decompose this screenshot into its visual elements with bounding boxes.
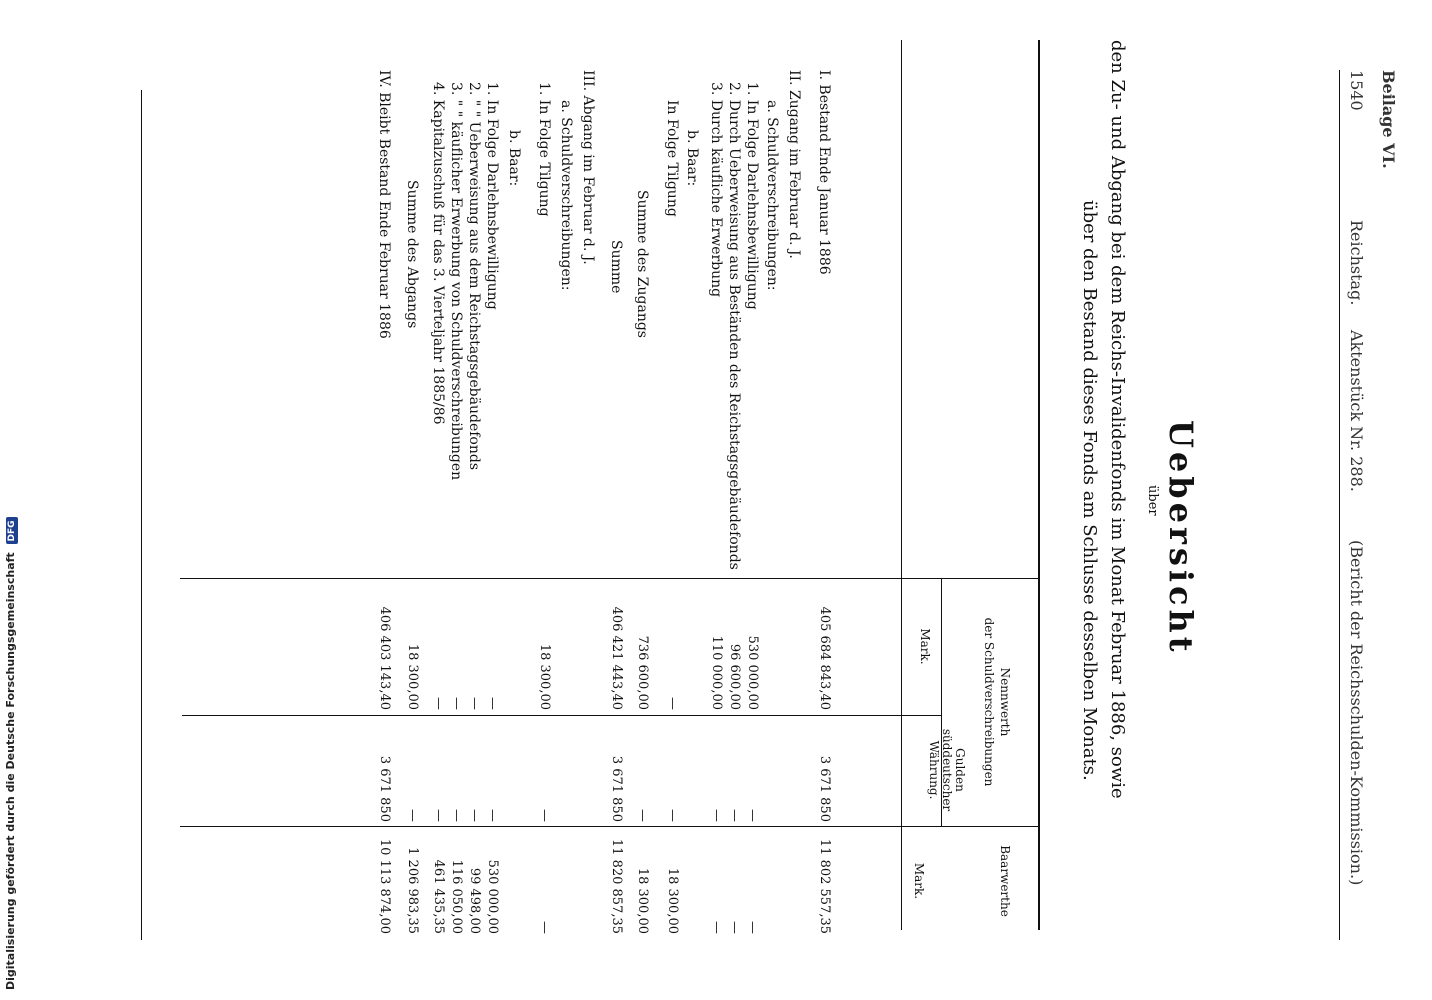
header-aktenstueck: Aktenstück Nr. 288. xyxy=(1347,330,1366,492)
row-label: In Folge Tilgung xyxy=(664,100,680,217)
cell-mark: — xyxy=(431,697,446,710)
cell-mark: 736 600,00 xyxy=(635,635,650,710)
row-label: a. Schuldverschreibungen: xyxy=(764,100,780,291)
credit-text: Digitalisierung gefördert durch die Deutsche Forschungsgemeinschaft xyxy=(4,552,17,990)
cell-baar: 116 050,00 xyxy=(449,859,464,934)
cell-gulden: — xyxy=(467,809,482,822)
cell-baar: 18 300,00 xyxy=(635,867,650,934)
cell-baar: 10 113 874,00 xyxy=(377,838,392,934)
cell-gulden: 3 671 850 xyxy=(377,755,392,822)
cell-mark: — xyxy=(467,697,482,710)
cell-mark: 406 421 443,40 xyxy=(609,606,624,710)
row-label: III. Abgang im Februar d. J. xyxy=(580,70,596,265)
cell-baar: 461 435,35 xyxy=(431,859,446,934)
cell-gulden: — xyxy=(405,809,420,822)
cell-mark: 405 684 843,40 xyxy=(817,606,832,710)
cell-mark: — xyxy=(449,697,464,710)
col-head-gulden: Gulden süddeutscher Währung. xyxy=(927,728,967,812)
page-number: 1540 xyxy=(1347,70,1366,111)
row-label: Summe des Zugangs xyxy=(634,190,650,338)
cell-baar: — xyxy=(727,921,742,934)
cell-baar: 530 000,00 xyxy=(485,859,500,934)
row-label: 3. " " käuflicher Erwerbung von Schuldverschreibungen xyxy=(448,82,464,481)
header-reichstag: Reichstag. xyxy=(1347,220,1366,306)
page-title: Uebersicht xyxy=(1162,420,1200,656)
cell-gulden: — xyxy=(727,809,742,822)
col-head-baar-mark: Mark. xyxy=(912,862,926,900)
col-head-schuld: der Schuldverschreibungen xyxy=(982,617,996,787)
col-rule-1 xyxy=(180,578,1040,579)
header-bericht: (Bericht der Reichsschulden-Kommission.) xyxy=(1347,540,1366,886)
cell-mark: — xyxy=(485,697,500,710)
cell-baar: 11 820 857,35 xyxy=(609,838,624,934)
col-head-nennwerth: Nennwerth xyxy=(998,667,1012,737)
cell-gulden: — xyxy=(745,809,760,822)
row-label: IV. Bleibt Bestand Ende Februar 1886 xyxy=(376,70,392,339)
dfg-logo: DFG xyxy=(6,517,18,544)
cell-mark: — xyxy=(665,697,680,710)
title-line2: über den Bestand dieses Fonds am Schlusse desselben Monats. xyxy=(1079,200,1100,781)
cell-gulden: — xyxy=(635,809,650,822)
cell-baar: 99 498,00 xyxy=(467,867,482,934)
row-label: I. Bestand Ende Januar 1886 xyxy=(816,70,832,275)
cell-mark: 406 403 143,40 xyxy=(377,606,392,710)
row-label: 1. In Folge Tilgung xyxy=(536,82,552,217)
cell-gulden: — xyxy=(537,809,552,822)
col-head-mark: Mark. xyxy=(918,628,932,665)
cell-gulden: — xyxy=(709,809,724,822)
cell-gulden: — xyxy=(485,809,500,822)
col-rule-3 xyxy=(180,826,1040,827)
row-label: 1. In Folge Darlehnsbewilligung xyxy=(744,82,760,310)
title-ueber: über xyxy=(1145,485,1160,516)
cell-baar: — xyxy=(709,921,724,934)
row-label: 1. In Folge Darlehnsbewilligung xyxy=(484,82,500,310)
row-label: a. Schuldverschreibungen: xyxy=(558,100,574,291)
row-label: II. Zugang im Februar d. J. xyxy=(786,70,802,259)
cell-baar: 1 206 983,35 xyxy=(405,847,420,934)
row-label: 2. Durch Ueberweisung aus Beständen des Reichstagsgebäudefonds xyxy=(726,82,742,570)
cell-gulden: 3 671 850 xyxy=(817,755,832,822)
cell-mark: 530 000,00 xyxy=(745,635,760,710)
row-label: 2. " " Ueberweisung aus dem Reichstagsgebäudefonds xyxy=(466,82,482,471)
title-line1: den Zu- und Abgang bei dem Reichs-Invalidenfonds im Monat Februar 1886, sowie xyxy=(1107,40,1128,799)
cell-mark: 110 000,00 xyxy=(709,635,724,710)
cell-gulden: — xyxy=(449,809,464,822)
cell-mark: 96 600,00 xyxy=(727,643,742,710)
header-rule xyxy=(1339,70,1340,940)
cell-baar: — xyxy=(537,921,552,934)
row-label: 3. Durch käufliche Erwerbung xyxy=(708,82,724,298)
table-head-rule xyxy=(901,40,902,930)
cell-baar: 11 802 557,35 xyxy=(817,838,832,934)
row-label: b. Baar: xyxy=(506,130,522,187)
row-label: Summe xyxy=(608,240,624,294)
table-top-rule xyxy=(1038,40,1040,930)
row-label: 4. Kapitalzuschuß für das 3. Vierteljahr 1885/86 xyxy=(430,82,446,425)
cell-mark: 18 300,00 xyxy=(537,643,552,710)
beilage-label: Beilage VI. xyxy=(1379,70,1398,169)
row-label: Summe des Abgangs xyxy=(404,180,420,329)
cell-gulden: — xyxy=(665,809,680,822)
col-rule-2 xyxy=(182,715,942,716)
col-head-baarwerthe: Baarwerthe xyxy=(998,845,1012,917)
cell-baar: — xyxy=(745,921,760,934)
cell-gulden: — xyxy=(431,809,446,822)
cell-mark: 18 300,00 xyxy=(405,643,420,710)
row-label: b. Baar: xyxy=(684,130,700,187)
cell-gulden: 3 671 850 xyxy=(609,755,624,822)
footer-rule xyxy=(141,90,142,940)
cell-baar: 18 300,00 xyxy=(665,867,680,934)
